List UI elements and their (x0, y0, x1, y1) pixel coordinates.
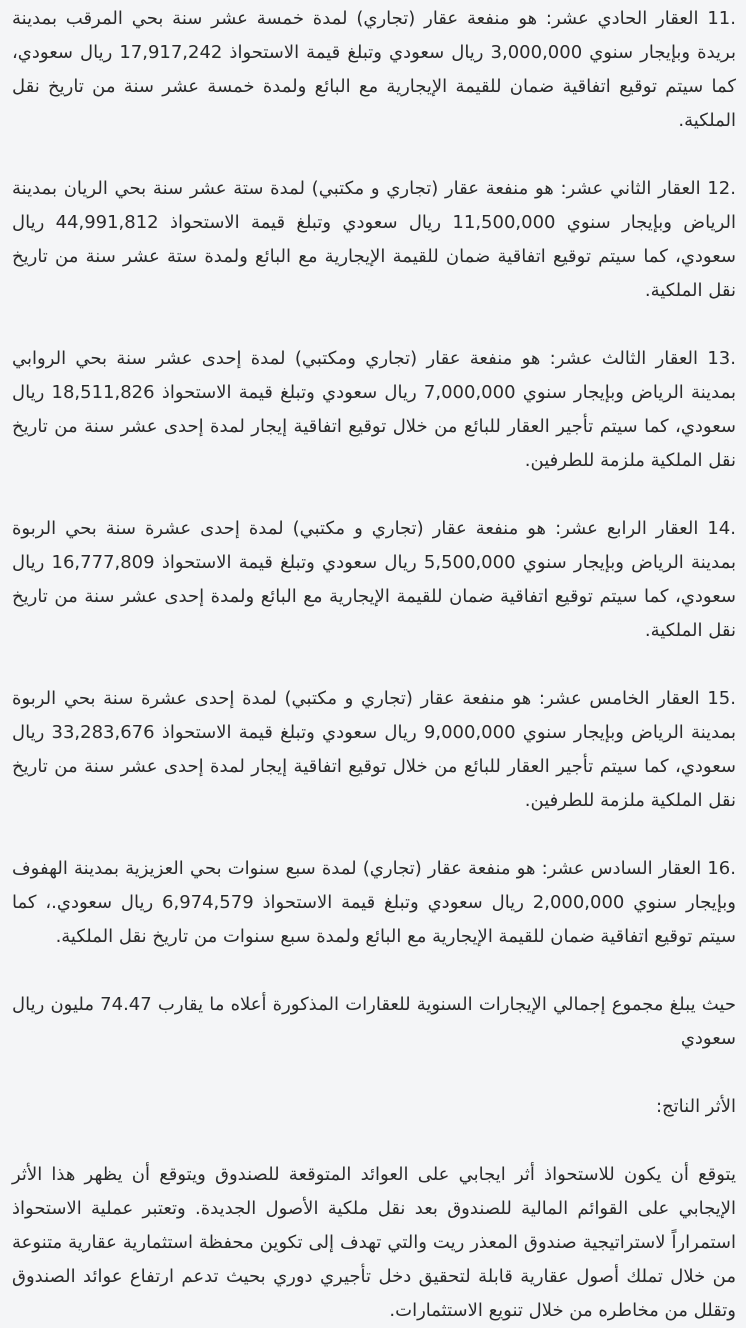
item-text: العقار الخامس عشر: هو منفعة عقار (تجاري و مكتبي) لمدة إحدى عشرة سنة بحي الربوة بمدينة الرياض وبإيجار سنوي 9,000,000 ريال سعودي وتبلغ قيمة الاستحواذ 33,283,676 ريال سعودي، كما سيتم تأجير العقار للبائع من خلال توقيع اتفاقية إيجار لمدة إحدى عشر سنة من تاريخ نقل الملكية ملزمة للطرفين. (12, 688, 736, 811)
item-text: العقار الحادي عشر: هو منفعة عقار (تجاري) لمدة خمسة عشر سنة بحي المرقب بمدينة بريدة وبإيجار سنوي 3,000,000 ريال سعودي وتبلغ قيمة الاستحواذ 17,917,242 ريال سعودي، كما سيتم توقيع اتفاقية ضمان للقيمة الإيجارية مع البائع ولمدة خمسة عشر سنة من تاريخ نقل الملكية. (12, 8, 736, 131)
item-number: .12 (707, 178, 736, 199)
property-item-15 (12, 682, 736, 818)
item-text: العقار الثاني عشر: هو منفعة عقار (تجاري و مكتبي) لمدة ستة عشر سنة بحي الريان بمدينة الرياض وبإيجار سنوي 11,500,000 ريال سعودي وتبلغ قيمة الاستحواذ 44,991,812 ريال سعودي، كما سيتم توقيع اتفاقية ضمان للقيمة الإيجارية مع البائع ولمدة ستة عشر سنة من تاريخ نقل الملكية. (12, 178, 736, 301)
item-number: .15 (707, 688, 736, 709)
item-number: .16 (707, 858, 736, 879)
impact-paragraph: يتوقع أن يكون للاستحواذ أثر ايجابي على العوائد المتوقعة للصندوق ويتوقع أن يظهر هذا الأثر الإيجابي على القوائم المالية للصندوق بعد نقل ملكية الأصول الجديدة. وتعتبر عملية الاستحواذ استمراراً لاستراتيجية صندوق المعذر ريت والتي تهدف إلى تكوين محفظة استثمارية عقارية متنوعة من خلال تملك أصول عقارية قابلة لتحقيق دخل تأجيري دوري بحيث تدعم ارتفاع عوائد الصندوق وتقلل من مخاطره من خلال تنويع الاستثمارات. (12, 1164, 736, 1321)
item-text: العقار السادس عشر: هو منفعة عقار (تجاري) لمدة سبع سنوات بحي العزيزية بمدينة الهفوف وبإيجار سنوي 2,000,000 ريال سعودي وتبلغ قيمة الاستحواذ 6,974,579 ريال سعودي.، كما سيتم توقيع اتفاقية ضمان للقيمة الإيجارية مع البائع ولمدة سبع سنوات من تاريخ نقل الملكية. (12, 858, 737, 947)
property-item-16 (12, 852, 736, 954)
property-item-11 (12, 2, 736, 138)
item-text: العقار الثالث عشر: هو منفعة عقار (تجاري ومكتبي) لمدة إحدى عشر سنة بحي الروابي بمدينة الرياض وبإيجار سنوي 7,000,000 ريال سعودي وتبلغ قيمة الاستحواذ 18,511,826 ريال سعودي، كما سيتم تأجير العقار للبائع من خلال توقيع اتفاقية إيجار لمدة إحدى عشر سنة من تاريخ نقل الملكية ملزمة للطرفين. (12, 348, 736, 471)
item-number: .14 (707, 518, 736, 539)
property-item-12 (12, 172, 736, 308)
item-number: .13 (707, 348, 736, 369)
impact-heading: الأثر الناتج: (655, 1096, 736, 1117)
property-item-13 (12, 342, 736, 478)
annual-rent-summary: حيث يبلغ مجموع إجمالي الإيجارات السنوية للعقارات المذكورة أعلاه ما يقارب 74.47 مليون ريال سعودي (12, 994, 736, 1049)
property-item-14 (12, 512, 736, 648)
item-number: .11 (707, 8, 736, 29)
item-text: العقار الرابع عشر: هو منفعة عقار (تجاري و مكتبي) لمدة إحدى عشرة سنة بحي الربوة بمدينة الرياض وبإيجار سنوي 5,500,000 ريال سعودي وتبلغ قيمة الاستحواذ 16,777,809 ريال سعودي، كما سيتم توقيع اتفاقية ضمان للقيمة الإيجارية مع البائع ولمدة إحدى عشر سنة من تاريخ نقل الملكية. (12, 518, 736, 641)
